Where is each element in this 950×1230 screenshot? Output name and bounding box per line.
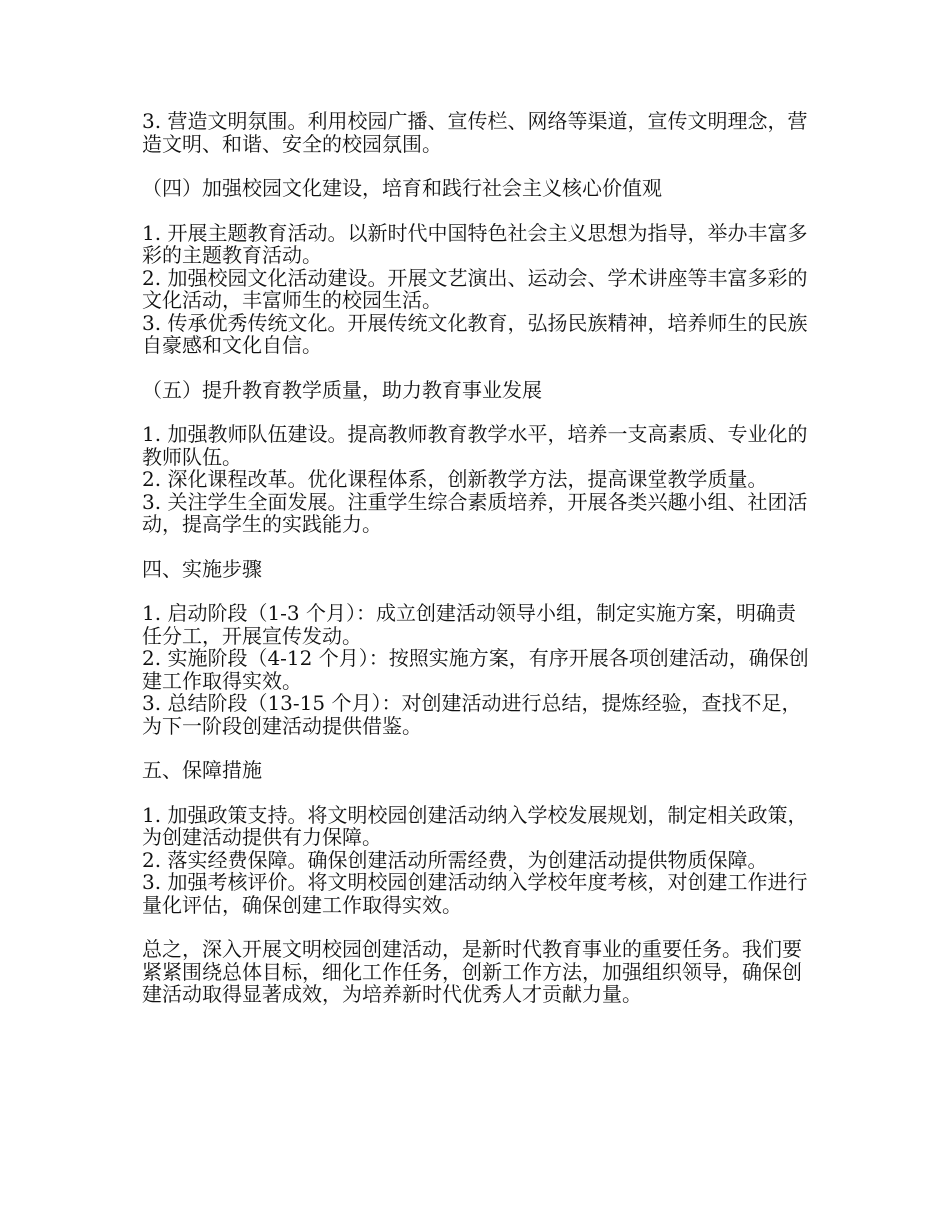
document-page [142, 110, 810, 1006]
paragraph-gap [142, 737, 810, 759]
paragraph-gap [142, 916, 810, 938]
paragraph-gap [142, 155, 810, 177]
paragraph-safeguard-1-policy: 1. 加强政策支持。将文明校园创建活动纳入学校发展规划，制定相关政策，为创建活动提供有力保障。 [142, 802, 808, 849]
paragraph-item-3-traditional-culture: 3. 传承优秀传统文化。开展传统文化教育，弘扬民族精神，培养师生的民族自豪感和文化自信。 [142, 310, 808, 357]
paragraph-item-2-cultural-activities: 2. 加强校园文化活动建设。开展文艺演出、运动会、学术讲座等丰富多彩的文化活动，丰富师生的校园生活。 [142, 265, 808, 312]
paragraph-gap [142, 580, 810, 602]
paragraph-gap [142, 200, 810, 222]
paragraph-step-2-implementation: 2. 实施阶段（4-12 个月）：按照实施方案，有序开展各项创建活动，确保创建工作取得实效。 [142, 646, 809, 693]
paragraph-conclusion: 总之，深入开展文明校园创建活动，是新时代教育事业的重要任务。我们要紧紧围绕总体目标，细化工作任务，创新工作方法，加强组织领导，确保创建活动取得显著成效，为培养新时代优秀人才贡献力量。 [142, 937, 802, 1006]
paragraph-gap [142, 782, 810, 804]
paragraph-safeguard-2-funding: 2. 落实经费保障。确保创建活动所需经费，为创建活动提供物质保障。 [142, 847, 768, 872]
paragraph-gap [142, 357, 810, 379]
paragraph-step-3-summary: 3. 总结阶段（13-15 个月）：对创建活动进行总结，提炼经验，查找不足，为下一阶段创建活动提供借鉴。 [142, 691, 802, 738]
paragraph-item-1-teacher-team: 1. 加强教师队伍建设。提高教师教育教学水平，培养一支高素质、专业化的教师队伍。 [142, 422, 808, 469]
section-heading-safeguards: 五、保障措施 [142, 758, 262, 782]
paragraph-step-1-launch: 1. 启动阶段（1-3 个月）：成立创建活动领导小组，制定实施方案，明确责任分工，开展宣传发动。 [142, 601, 797, 648]
section-heading-4-campus-culture: （四）加强校园文化建设，培育和践行社会主义核心价值观 [142, 176, 662, 200]
section-heading-5-teaching-quality: （五）提升教育教学质量，助力教育事业发展 [142, 377, 542, 402]
paragraph-safeguard-3-evaluation: 3. 加强考核评价。将文明校园创建活动纳入学校年度考核，对创建工作进行量化评估，确保创建工作取得实效。 [142, 870, 808, 917]
paragraph-gap [142, 401, 810, 423]
paragraph-item-3-civility-atmosphere: 3. 营造文明氛围。利用校园广播、宣传栏、网络等渠道，宣传文明理念，营造文明、和谐、安全的校园氛围。 [142, 109, 808, 156]
paragraph-item-3-student-development: 3. 关注学生全面发展。注重学生综合素质培养，开展各类兴趣小组、社团活动，提高学生的实践能力。 [142, 489, 808, 536]
paragraph-item-1-theme-education: 1. 开展主题教育活动。以新时代中国特色社会主义思想为指导，举办丰富多彩的主题教育活动。 [142, 220, 808, 267]
paragraph-gap [142, 536, 810, 558]
paragraph-item-2-curriculum-reform: 2. 深化课程改革。优化课程体系，创新教学方法，提高课堂教学质量。 [142, 467, 768, 491]
section-heading-implementation-steps: 四、实施步骤 [142, 556, 262, 581]
